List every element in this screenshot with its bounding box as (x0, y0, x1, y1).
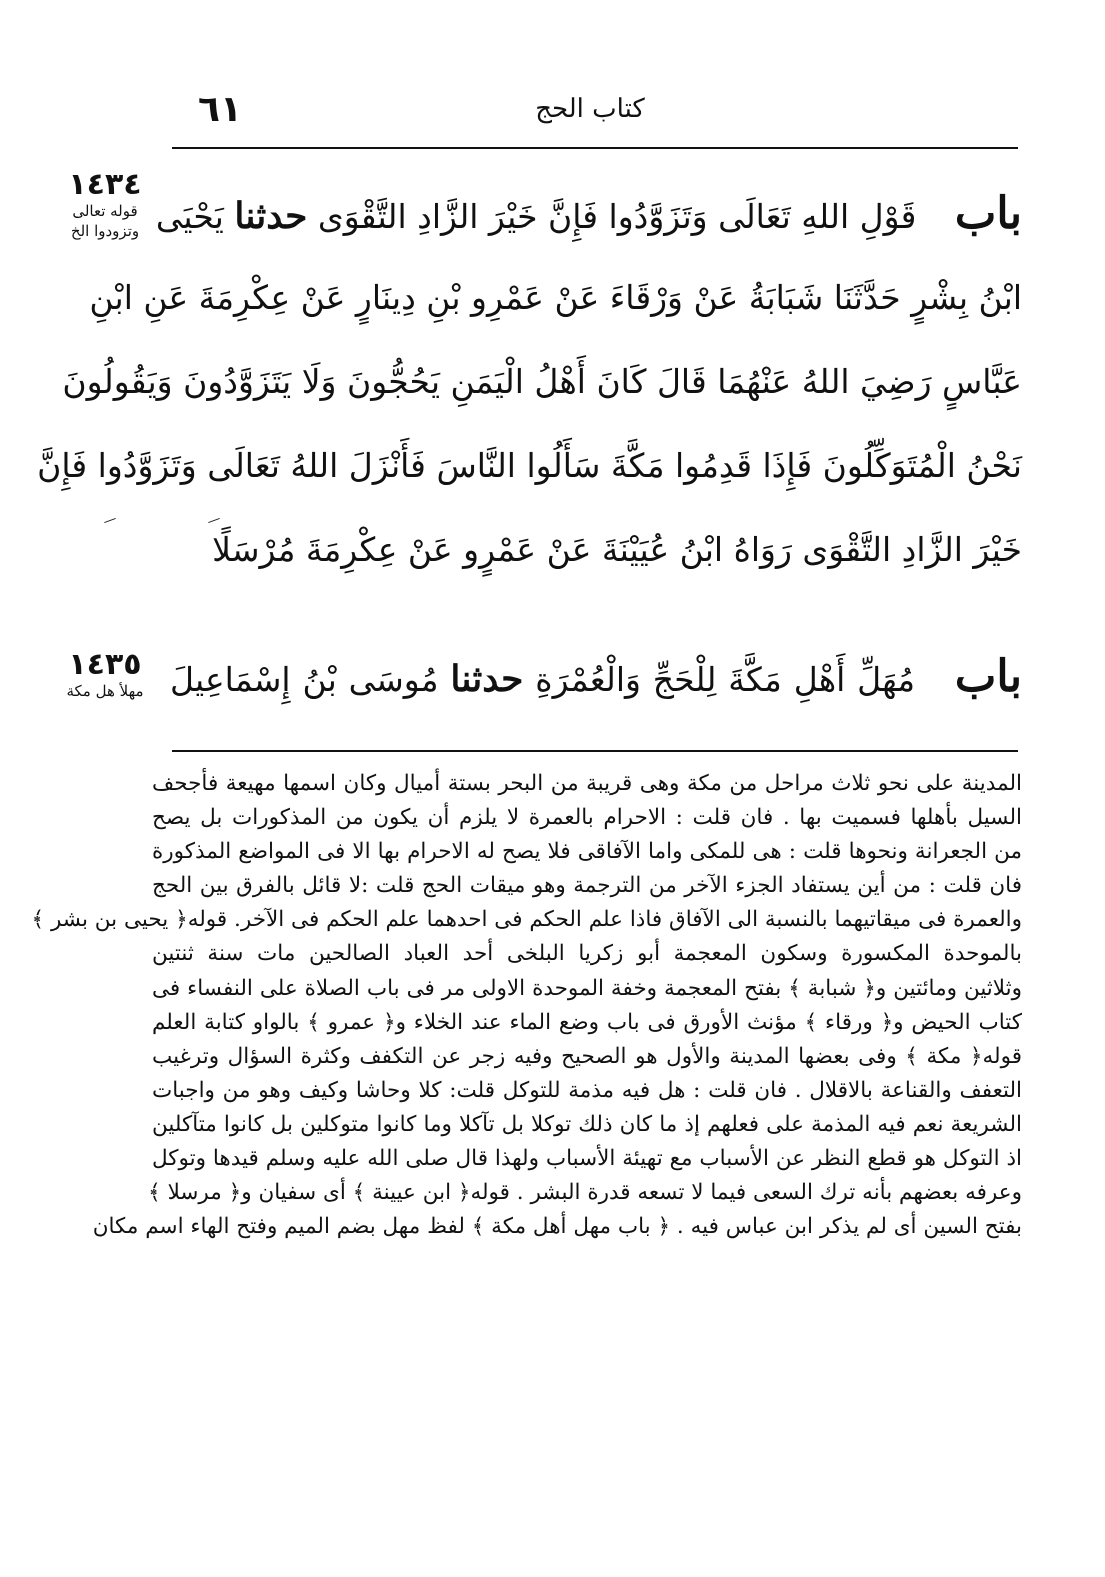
chapter-title: قَوْلِ اللهِ تَعَالَى وَتَزَوَّدُوا فَإِنَّ خَيْرَ الزَّادِ التَّقْوَى (317, 197, 917, 236)
page-number: ٦١ (198, 89, 242, 130)
margin-note-line: مهلأ هل مكة (66, 682, 144, 700)
narrator-name: يَحْيَى (155, 197, 224, 236)
commentary-line: بفتح السين أى لم يذكر ابن عباس فيه . ﴿ باب مهل أهل مكة ﴾ لفظ مهل بضم الميم وفتح الهاء اسم مكان (92, 1214, 1022, 1240)
margin-number: ١٤٣٤ (68, 167, 142, 202)
print-mark (104, 518, 116, 523)
text-line: عَبَّاسٍ رَضِيَ اللهُ عَنْهُمَا قَالَ كَانَ أَهْلُ الْيَمَنِ يَحُجُّونَ وَلَا يَتَزَوَّدُونَ وَيَقُولُونَ (62, 362, 1022, 401)
header-rule (172, 147, 1018, 149)
chapter-heading-bab: باب (954, 651, 1022, 702)
commentary-line: فان قلت : من أين يستفاد الجزء الآخر من الترجمة وهو ميقات الحج قلت :لا قائل بالفرق بين الحج (152, 873, 1022, 899)
commentary-line: بالموحدة المكسورة وسكون المعجمة أبو زكريا البلخى أحد العباد الصالحين مات سنة ثنتين (152, 941, 1022, 967)
haddathana-marker: حدثنا (234, 195, 308, 237)
margin-note-line: وتزودوا الخ (70, 222, 140, 241)
margin-note-line: قوله تعالى (72, 202, 138, 220)
commentary-line: الشريعة نعم فيه المذمة على فعلهم إذ ما كان ذلك توكلا بل تآكلا وما كانوا متوكلين بل كانوا متآكلين (152, 1111, 1022, 1137)
commentary-line: وعرفه بعضهم بأنه ترك السعى فيما لا تسعه قدرة البشر . قوله﴿ ابن عيينة ﴾ أى سفيان و﴿ مرسلا ﴾ (148, 1180, 1022, 1206)
text-line (170, 635, 1022, 719)
haddathana-marker: حدثنا (450, 658, 524, 700)
narrator-name: مُوسَى بْنُ إِسْمَاعِيلَ (170, 660, 439, 699)
book-title: كتاب الحج (535, 94, 645, 124)
text-line: نَحْنُ الْمُتَوَكِّلُونَ فَإِذَا قَدِمُوا مَكَّةَ سَأَلُوا النَّاسَ فَأَنْزَلَ اللهُ تَعَالَى وَتَزَوَّدُوا فَإِنَّ (37, 446, 1022, 485)
margin-note-1435 (40, 648, 170, 701)
commentary-line: وثلاثين ومائتين و﴿ شبابة ﴾ بفتح المعجمة وخفة الموحدة الاولى مر فى باب الصلاة على النفساء فى (152, 975, 1022, 1001)
text-line: خَيْرَ الزَّادِ التَّقْوَى رَوَاهُ ابْنُ عُيَيْنَةَ عَنْ عَمْرٍو عَنْ عِكْرِمَةَ مُرْسَلًا (212, 530, 1022, 569)
commentary-divider (172, 750, 1018, 752)
commentary-line: كتاب الحيض و﴿ ورقاء ﴾ مؤنث الأورق فى باب وضع الماء عند الخلاء و﴿ عمرو ﴾ بالواو كتابة العلم (152, 1009, 1022, 1035)
commentary-line: والعمرة فى ميقاتيهما بالنسبة الى الآفاق فاذا علم الحكم فى احدهما علم الحكم فى الآخر. قوله﴿ يحيى بن بشر ﴾ (31, 907, 1022, 933)
margin-note-1434 (40, 168, 170, 242)
text-line (155, 172, 1022, 256)
commentary (31, 767, 1022, 1244)
margin-number: ١٤٣٥ (68, 647, 142, 682)
commentary-line: المدينة على نحو ثلاث مراحل من مكة وهى قريبة من البحر بستة أميال وكان اسمها مهيعة فأجحف (152, 771, 1022, 796)
commentary-line: التعفف والقناعة بالاقلال . فان قلت : هل فيه مذمة للتوكل قلت: كلا وحاشا وكيف وهو من واجبات (152, 1077, 1022, 1103)
chapter-heading-bab: باب (954, 188, 1022, 239)
commentary-line: قوله﴿ مكة ﴾ وفى بعضها المدينة والأول هو الصحيح وفيه زجر عن التكفف وكثرة السؤال وترغيب (152, 1043, 1022, 1069)
commentary-line: السيل بأهلها فسميت بها . فان قلت : الاحرام بالعمرة لا يلزم أن يكون من المذكورات بل يصح (152, 805, 1022, 831)
chapter-1435-text (170, 635, 1022, 719)
chapter-title: مُهَلِّ أَهْلِ مَكَّةَ لِلْحَجِّ وَالْعُمْرَةِ (535, 660, 916, 699)
commentary-line: اذ التوكل هو قطع النظر عن الأسباب مع تهيئة الأسباب ولهذا قال صلى الله عليه وسلم قيدها وتوكل (152, 1146, 1022, 1172)
commentary-line: من الجعرانة ونحوها قلت : هى للمكى واما الآفاقى فلا يصح له الاحرام بها الا فى المواضع المذكورة (152, 839, 1022, 865)
text-line: ابْنُ بِشْرٍ حَدَّثَنَا شَبَابَةُ عَنْ وَرْقَاءَ عَنْ عَمْرِو بْنِ دِينَارٍ عَنْ عِكْرِمَةَ عَنِ ابْنِ (89, 278, 1022, 317)
